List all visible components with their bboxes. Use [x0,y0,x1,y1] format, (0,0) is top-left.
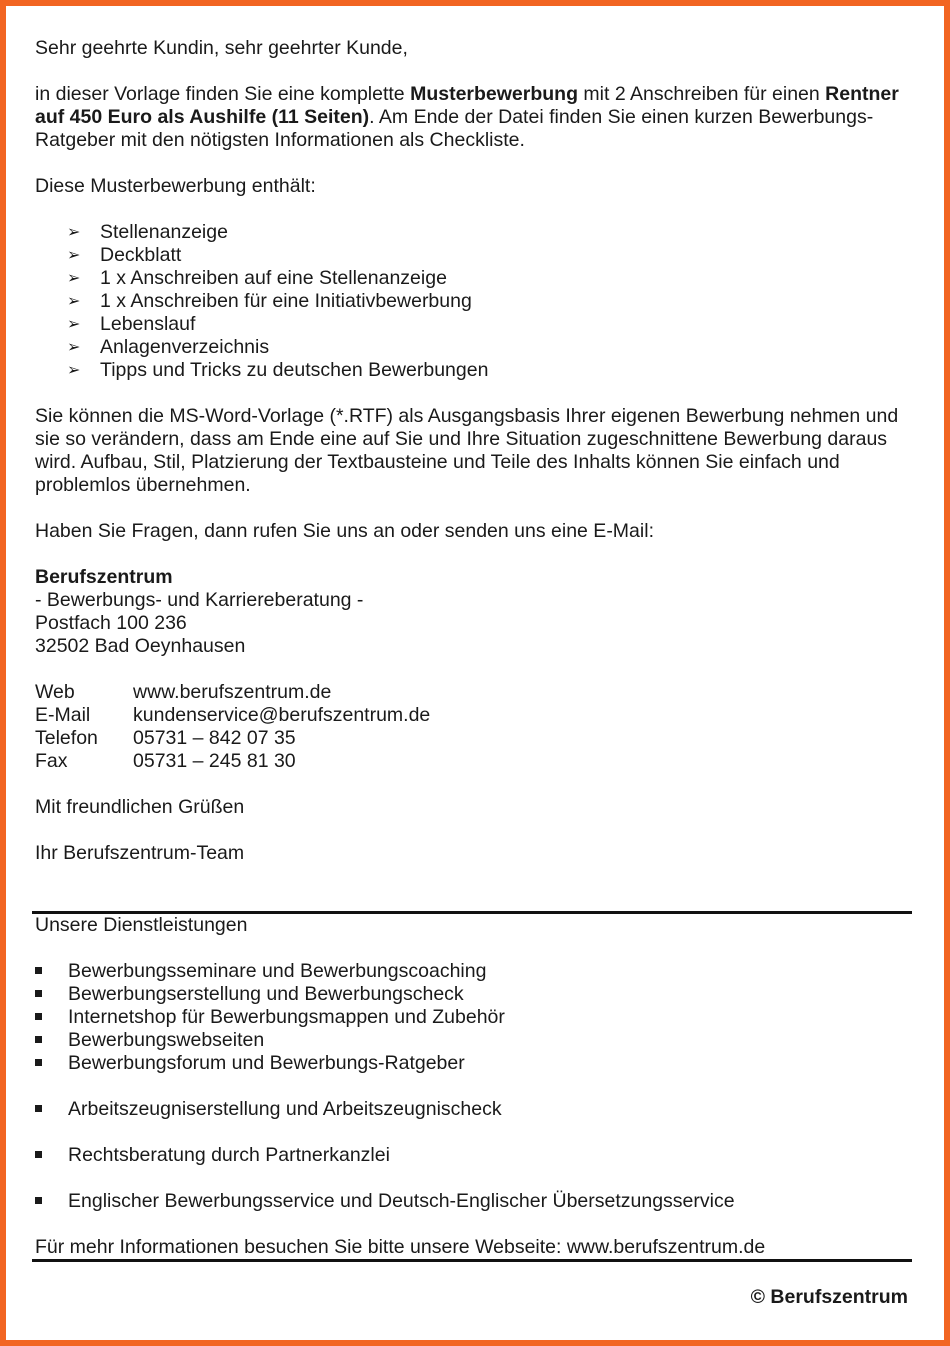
contact-label: Web [35,681,75,703]
square-bullet-icon [35,1059,42,1066]
salutation: Sehr geehrte Kundin, sehr geehrter Kunde, [35,37,408,59]
list-item-label: Bewerbungsseminare und Bewerbungscoaching [68,960,487,982]
phone-number: 05731 – 842 07 35 [133,727,296,749]
list-item [35,313,915,336]
arrow-bullet-icon: ➢ [67,316,81,333]
questions-text: Haben Sie Fragen, dann rufen Sie uns an oder senden uns eine E-Mail: [35,520,654,542]
usage-paragraph: Sie können die MS-Word-Vorlage (*.RTF) als Ausgangsbasis Ihrer eigenen Bewerbung nehmen und sie so verändern, dass am Ende eine auf Sie und Ihre Situation zugeschnittene Bewerbung daraus wird. Aufbau, Stil, Platzierung der Textbausteine und Teile des Inhalts können Sie einfach und problemlos übernehmen. [35,405,899,496]
intro-text-2: mit 2 Anschreiben für einen [578,83,826,105]
arrow-bullet-icon: ➢ [67,247,81,264]
intro-bold-1: Musterbewerbung [410,83,579,105]
services-list [35,960,915,1075]
arrow-bullet-icon: ➢ [67,362,81,379]
list-item [35,221,915,244]
list-item-label: Bewerbungsforum und Bewerbungs-Ratgeber [68,1052,465,1074]
intro-paragraph [35,83,915,152]
contents-list [35,221,915,382]
list-item-label: 1 x Anschreiben auf eine Stellenanzeige [100,267,447,289]
list-item-label: Stellenanzeige [100,221,228,243]
more-info-text: Für mehr Informationen besuchen Sie bitte unsere Webseite: www.berufszentrum.de [35,1236,766,1258]
company-tagline: - Bewerbungs- und Karriereberatung - [35,589,364,611]
list-item-label: Tipps und Tricks zu deutschen Bewerbungen [100,359,489,381]
square-bullet-icon [35,967,42,974]
list-item-label: 1 x Anschreiben für eine Initiativbewerbung [100,290,472,312]
list-item [35,244,915,267]
arrow-bullet-icon: ➢ [67,224,81,241]
square-bullet-icon [35,1036,42,1043]
contact-table [35,681,915,773]
contact-label: Telefon [35,727,98,749]
list-item [35,267,915,290]
list-item [35,336,915,359]
intro-text-1: in dieser Vorlage finden Sie eine komplette [35,83,411,105]
company-city: 32502 Bad Oeynhausen [35,635,246,657]
list-item-label: Bewerbungserstellung und Bewerbungscheck [68,983,464,1005]
list-item [35,1098,915,1121]
list-item-label: Arbeitszeugniserstellung und Arbeitszeugnischeck [68,1098,502,1120]
services-section [35,914,915,1259]
list-item-label: Deckblatt [100,244,182,266]
square-bullet-icon [35,990,42,997]
list-item [35,960,915,983]
list-item [35,1006,915,1029]
square-bullet-icon [35,1013,42,1020]
list-item-label: Internetshop für Bewerbungsmappen und Zubehör [68,1006,505,1028]
list-item [35,983,915,1006]
list-item [35,1052,915,1075]
contents-heading: Diese Musterbewerbung enthält: [35,175,316,197]
services-list [35,1144,915,1167]
list-item-label: Lebenslauf [100,313,196,335]
web-link[interactable]: www.berufszentrum.de [133,681,332,703]
list-item-label: Bewerbungswebseiten [68,1029,265,1051]
services-heading: Unsere Dienstleistungen [35,914,248,936]
arrow-bullet-icon: ➢ [67,270,81,287]
square-bullet-icon [35,1197,42,1204]
intro-bold-2: Rentner auf 450 Euro als Aushilfe (11 Seiten) [35,83,899,128]
square-bullet-icon [35,1151,42,1158]
intro-text-3: . Am Ende der Datei finden Sie einen kurzen Bewerbungs-Ratgeber mit den nötigsten Informationen als Checkliste. [35,106,874,151]
company-name-text: Berufszentrum [35,566,173,588]
company-name [35,566,915,589]
signature: Ihr Berufszentrum-Team [35,842,245,864]
list-item [35,290,915,313]
fax-number: 05731 – 245 81 30 [133,750,296,772]
list-item [35,359,915,382]
bottom-divider [32,1259,912,1262]
list-item [35,1144,915,1167]
list-item-label: Rechtsberatung durch Partnerkanzlei [68,1144,390,1166]
list-item-label: Anlagenverzeichnis [100,336,270,358]
contact-label: E-Mail [35,704,91,726]
services-list [35,1098,915,1121]
letter-body [35,37,915,865]
list-item [35,1190,915,1213]
arrow-bullet-icon: ➢ [67,293,81,310]
list-item [35,1029,915,1052]
square-bullet-icon [35,1105,42,1112]
email-link[interactable]: kundenservice@berufszentrum.de [133,704,431,726]
closing: Mit freundlichen Grüßen [35,796,245,818]
arrow-bullet-icon: ➢ [67,339,81,356]
company-postbox: Postfach 100 236 [35,612,187,634]
list-item-label: Englischer Bewerbungsservice und Deutsch-Englischer Übersetzungsservice [68,1190,735,1212]
services-list [35,1190,915,1213]
contact-label: Fax [35,750,68,772]
copyright: © Berufszentrum [750,1286,908,1308]
